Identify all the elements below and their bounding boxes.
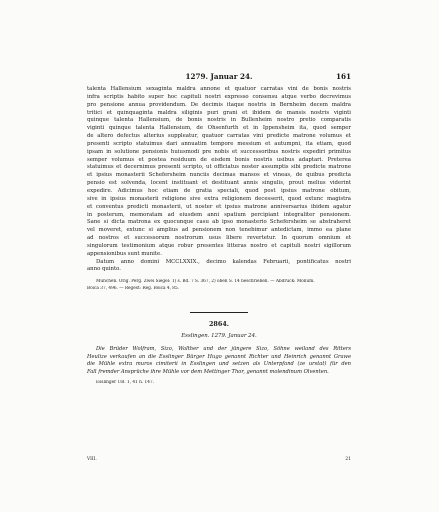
regest-source-line: Esslinger UB. 1, 41 n. 147. (96, 380, 155, 385)
text-line: statuimus et decernimus presenti scripto, ut officiatus noster assumptis sibi predicte matrone (87, 164, 351, 171)
text-line: vel moveret, extunc si amplius ad pensionem non tenebimur antedictam, immo ea plane (87, 227, 351, 234)
regest-summary (87, 346, 351, 376)
datum-line: Datum anno domini MCCLXXIX., decimo kalendas Februarii, pontificatus nostri (96, 258, 351, 265)
section-divider (190, 312, 248, 313)
source-notes (87, 279, 351, 292)
text-line: quinque talenta Hallensium, de bonis nostris in Bullenheim nostro pretio comparatis (87, 117, 351, 124)
text-line: Sane si dicta matrona ex quocunque casu ab ipso monasterio Schefersheim se abstraheret (87, 219, 351, 226)
text-line: in posterum, memoratam ad eiusdem anni spatium percipiant integraliter pensionem. (87, 211, 351, 218)
text-line: sive in ipsius monasterii religione sive extra religionem decesserit, quod extunc magistra (87, 195, 351, 202)
text-line: appensionibus sunt munite. (87, 250, 162, 257)
datum-line: anno quinto. (87, 266, 121, 273)
text-line: de altero defectus alterius suppleatur, quatuor carratas vini predicte matrone volumus et (87, 133, 351, 140)
page-number: 161 (335, 72, 351, 81)
document-number: 2864. (208, 320, 229, 328)
text-line: et ipsius monasterii Schefersheim nunciis decimas mansos et vineas, de quibus predicta (87, 172, 351, 179)
text-line: pensio est solvenda, locent instituant et destituant annis singulis, prout melius viderint (87, 180, 351, 187)
regest-line: Fall fremder Ansprüche ihre Mühle vor dem Mettinger Thor, genannt molendinum Olventen. (87, 368, 329, 375)
text-line: presenti scripto statuimus dari annuatim tempore messium et autumpni, ita etiam, quod (87, 140, 351, 147)
text-line: viginti quinque talenta Hallensium, de Ohsenfurth et in Ippensheim ita, quod semper (87, 125, 351, 132)
running-head-date: 1279. Januar 24. (185, 72, 253, 81)
regest-line: Die Brüder Wolfram, Sizo, Walther und der jüngere Sizo, Söhne weiland des Ritters (96, 346, 351, 352)
page-footer (87, 457, 351, 465)
regest-line: die Mühle extra muros cimiterii in Esslingen und setzen als Unterpfand (ze urstat) für den (87, 361, 351, 368)
text-line: infra scriptis habito super hoc capituli nostri expresso consensu atque verbo decrevimus (87, 93, 351, 100)
regest-source (87, 380, 351, 387)
regest-line: Heulize verkaufen an die Esslinger Bürger Hugo genannt Richter und Heinrich genannt Grawe (87, 353, 351, 360)
note-line: München. Orig. Perg. Zwei Siegel: 1) s. Bd. 7 S. 367, 2) oben S. 14 beschrieben. — Abdruck: Monum. (96, 279, 315, 284)
text-line: tritici et quinquaginta maldra siliginis puri grani et ibidem de mansis nostris viginti (87, 109, 351, 116)
text-line: singulorum testimonium atque robur presentes litteras nostro et capituli nostri sigillorum (87, 242, 351, 249)
volume-signature: VIII. (87, 457, 97, 462)
text-line: ad nostros et successorum nostrorum usus libere revertetur. In quorum omnium et (87, 235, 351, 242)
text-line: et conventus predicti monasterii, ut noster et ipsius matrone anniversarius ibidem agatur (87, 203, 351, 210)
text-line: pro pensione annua providendum. De decimis itaque nostris in Bernheim decem maldra (87, 101, 351, 108)
text-line: talenta Hallensium sexaginta maldra annone et quatuor carratas vini de bonis nostris (87, 86, 351, 92)
text-line: ipsam in solutione pensionis huiusmodi pre nobis et successoribus nostris expediri primitus (87, 148, 351, 155)
text-line: semper volumus et postea residuum de eisdem bonis nostris usibus adaptari. Preterea (87, 156, 351, 163)
sheet-number: 21 (345, 457, 351, 462)
document-place-date: Esslingen. 1279. Januar 24. (181, 333, 257, 339)
note-line: Boica 37, 496. — Regest: Reg. Boica 4, 85. (87, 285, 180, 291)
text-line: expedire. Adicimus hoc etiam de gratia speciali, quod post ipsius matrone obitum, (87, 187, 351, 194)
charter-text (87, 86, 351, 274)
running-head (87, 72, 351, 84)
